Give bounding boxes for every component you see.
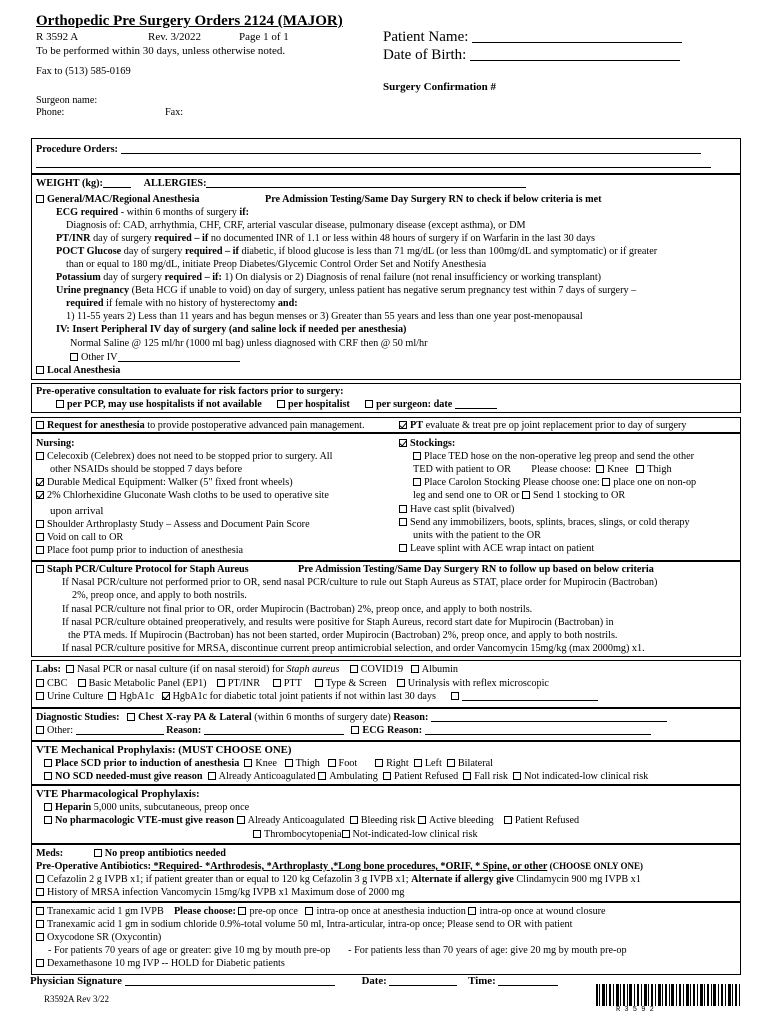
scd-bilateral-checkbox[interactable] bbox=[447, 759, 455, 767]
mrsa-row: History of MRSA infection Vancomycin 15mg/kg IVPB x1 Maximum dose of 2000 mg bbox=[36, 886, 405, 899]
diag-other-field[interactable] bbox=[76, 734, 164, 735]
foot-pump-row: Place foot pump prior to induction of anesthesia bbox=[36, 544, 243, 557]
pharm-not-indicated-checkbox[interactable] bbox=[342, 830, 350, 838]
cefazolin-checkbox[interactable] bbox=[36, 875, 44, 883]
ted-row: Place TED hose on the non-operative leg preop and send the other bbox=[413, 450, 694, 463]
scd-thigh-checkbox[interactable] bbox=[285, 759, 293, 767]
mech-ambulating-checkbox[interactable] bbox=[318, 772, 326, 780]
staph-title-row: Staph PCR/Culture Protocol for Staph Aureus bbox=[36, 563, 249, 576]
barcode-graphic bbox=[594, 984, 744, 1006]
barcode bbox=[594, 984, 744, 1012]
anesthesia-request-row: Request for anesthesia to provide postoperative advanced pain management. bbox=[36, 419, 365, 432]
ted-thigh-checkbox[interactable] bbox=[636, 465, 644, 473]
procedure-label: Procedure Orders: bbox=[36, 143, 701, 156]
diag-other-reason-field[interactable] bbox=[204, 734, 344, 735]
footer-revision: R3592A Rev 3/22 bbox=[44, 994, 110, 1004]
no-pharm-checkbox[interactable] bbox=[44, 816, 52, 824]
vte-pharm-title: VTE Pharmacological Prophylaxis: bbox=[36, 788, 200, 800]
stockings-row: Stockings: bbox=[399, 437, 455, 450]
ptt-checkbox[interactable] bbox=[273, 679, 281, 687]
general-anesthesia-checkbox[interactable] bbox=[36, 195, 44, 203]
mech-fall-risk-checkbox[interactable] bbox=[463, 772, 471, 780]
scd-foot-checkbox[interactable] bbox=[328, 759, 336, 767]
urinalysis-checkbox[interactable] bbox=[397, 679, 405, 687]
cast-split-row: Have cast split (bivalved) bbox=[399, 503, 514, 516]
lab-other-field[interactable] bbox=[462, 700, 598, 701]
scd-checkbox[interactable] bbox=[44, 759, 52, 767]
staph-line-1: If Nasal PCR/culture not performed prior to OR, send nasal PCR/culture to rule out Staph Aureus as STAT, place order for Mupirocin (Bactroban) bbox=[62, 577, 658, 588]
consult-title: Pre-operative consultation to evaluate for risk factors prior to surgery: bbox=[36, 386, 344, 397]
barcode-text: R 3 5 9 2 bbox=[616, 1006, 654, 1014]
oxycodone-dosing-row: - For patients 70 years of age or greater: give 10 mg by mouth pre-op - For patients less than 70 years of age: give 20 mg by mouth pre-op bbox=[48, 945, 627, 956]
hba1c-checkbox[interactable] bbox=[108, 692, 116, 700]
saline-line: Normal Saline @ 125 ml/hr (1000 ml bag) unless diagnosed with CRF then @ 50 ml/hr bbox=[70, 338, 428, 349]
surgery-confirmation: Surgery Confirmation # bbox=[383, 81, 497, 93]
form-title: Orthopedic Pre Surgery Orders 2124 (MAJOR) bbox=[36, 13, 343, 29]
signature-field[interactable] bbox=[125, 985, 335, 986]
heparin-row: Heparin 5,000 units, subcutaneous, preop once bbox=[44, 801, 249, 814]
stockings-checkbox[interactable] bbox=[399, 439, 407, 447]
dob-label: Date of Birth: bbox=[383, 46, 680, 66]
scd-row: Place SCD prior to induction of anesthesia Knee Thigh Foot Right Left Bilateral bbox=[44, 757, 493, 770]
celecoxib-row-2: other NSAIDs should be stopped 7 days before bbox=[50, 464, 243, 475]
general-anesthesia-row: General/MAC/Regional Anesthesia bbox=[36, 193, 200, 206]
lab-ptinr-checkbox[interactable] bbox=[217, 679, 225, 687]
patient-name-label: Patient Name: bbox=[383, 28, 682, 48]
immobilizers-checkbox[interactable] bbox=[399, 518, 407, 526]
chlorhexidine-row: 2% Chlorhexidine Gluconate Wash cloths to be used to operative site bbox=[36, 489, 329, 502]
consult-options: per PCP, may use hospitalists if not available per hospitalist per surgeon: date bbox=[56, 398, 497, 411]
splint-row: Leave splint with ACE wrap intact on patient bbox=[399, 542, 594, 555]
allergies-field[interactable] bbox=[206, 187, 526, 188]
heparin-checkbox[interactable] bbox=[44, 803, 52, 811]
ted-knee-checkbox[interactable] bbox=[596, 465, 604, 473]
procedure-line-2 bbox=[36, 167, 711, 168]
scd-right-checkbox[interactable] bbox=[375, 759, 383, 767]
patient-name-field[interactable] bbox=[472, 42, 682, 43]
pharm-row-3: Thrombocytopenia Not-indicated-low clinical risk bbox=[253, 828, 478, 841]
pharm-refused-checkbox[interactable] bbox=[504, 816, 512, 824]
carolon-checkbox[interactable] bbox=[413, 478, 421, 486]
poct-line-2: than or equal to 180 mg/dL, initiate Preop Diabetes/Glycemic Control Order Set and Notify Anesthesia bbox=[66, 259, 487, 270]
iv-line: IV: Insert Peripheral IV day of surgery (and saline lock if needed per anesthesia) bbox=[56, 324, 407, 335]
pharm-bleeding-checkbox[interactable] bbox=[350, 816, 358, 824]
potassium-line: Potassium day of surgery required – if: 1) On dialysis or 2) Diagnosis of renal failure (not renal insufficiency or working transplant) bbox=[56, 272, 602, 283]
ecg-diagnosis: Diagnosis of: CAD, arrhythmia, CHF, CRF, arterial vascular disease, pulmonary disease (except asthma), or DM bbox=[66, 220, 526, 231]
sign-time-field[interactable] bbox=[498, 985, 558, 986]
urine-pregnancy-line-3: 1) 11-55 years 2) Less than 11 years and has begun menses or 3) Greater than 55 years and less than one year post-menopausal bbox=[66, 311, 583, 322]
void-checkbox[interactable] bbox=[36, 533, 44, 541]
dob-field[interactable] bbox=[470, 60, 680, 61]
dme-checkbox[interactable] bbox=[36, 478, 44, 486]
urine-pregnancy-line: Urine pregnancy (Beta HCG if unable to void) on day of surgery, unless patient has negative serum pregnancy test within 7 days of surgery – bbox=[56, 285, 637, 296]
local-anesthesia-row: Local Anesthesia bbox=[36, 364, 120, 377]
txa-preop-checkbox[interactable] bbox=[238, 907, 246, 915]
cast-split-checkbox[interactable] bbox=[399, 505, 407, 513]
local-anesthesia-checkbox[interactable] bbox=[36, 366, 44, 374]
carolon-row-2: leg and send one to OR or Send 1 stocking to OR bbox=[413, 490, 626, 501]
void-row: Void on call to OR bbox=[36, 531, 123, 544]
performed-note: To be performed within 30 days, unless otherwise noted. bbox=[36, 45, 286, 57]
dme-row: Durable Medical Equipment: Walker (5" fixed front wheels) bbox=[36, 476, 293, 489]
vte-mechanical-title: VTE Mechanical Prophylaxis: (MUST CHOOSE ONE) bbox=[36, 744, 292, 756]
mech-not-indicated-checkbox[interactable] bbox=[513, 772, 521, 780]
labs-row-3: Urine Culture HgbA1c HgbA1c for diabetic total joint patients if not within last 30 days bbox=[36, 690, 598, 703]
txa-intraarticular-checkbox[interactable] bbox=[36, 920, 44, 928]
scd-knee-checkbox[interactable] bbox=[244, 759, 252, 767]
ptinr-line: PT/INR day of surgery required – if no documented INR of 1.1 or less within 48 hours of surgery if on Warfarin in the last 30 days bbox=[56, 233, 595, 244]
staph-checkbox[interactable] bbox=[36, 565, 44, 573]
meds-row: Meds: No preop antibiotics needed bbox=[36, 848, 226, 859]
oxycodone-row: Oxycodone SR (Oxycontin) bbox=[36, 931, 161, 944]
procedure-field[interactable] bbox=[121, 153, 701, 154]
phone-label: Phone: bbox=[36, 107, 65, 118]
hba1c-diabetic-checkbox[interactable] bbox=[162, 692, 170, 700]
mech-refused-checkbox[interactable] bbox=[383, 772, 391, 780]
weight-row: WEIGHT (kg): ALLERGIES: bbox=[36, 177, 526, 190]
celecoxib-row: Celecoxib (Celebrex) does not need to be stopped prior to surgery. All bbox=[36, 450, 332, 463]
cbc-checkbox[interactable] bbox=[36, 679, 44, 687]
pharm-active-bleeding-checkbox[interactable] bbox=[418, 816, 426, 824]
foot-pump-checkbox[interactable] bbox=[36, 546, 44, 554]
chlorhexidine-row-2: upon arrival bbox=[50, 505, 104, 517]
no-scd-checkbox[interactable] bbox=[44, 772, 52, 780]
albumin-checkbox[interactable] bbox=[411, 665, 419, 673]
surgeon-name-label: Surgeon name: bbox=[36, 95, 98, 106]
consult-hospitalist-checkbox[interactable] bbox=[277, 400, 285, 408]
pt-request-checkbox[interactable] bbox=[399, 421, 407, 429]
lab-other-checkbox[interactable] bbox=[451, 692, 459, 700]
carolon-nonop-checkbox[interactable] bbox=[602, 478, 610, 486]
poct-line: POCT Glucose day of surgery required – if diabetic, if blood glucose is less than 71 mg/dL (or less than 100mg/dL and symptomatic) or if greater bbox=[56, 246, 658, 257]
weight-field[interactable] bbox=[103, 187, 131, 188]
consult-date-field[interactable] bbox=[455, 408, 497, 409]
mrsa-checkbox[interactable] bbox=[36, 888, 44, 896]
fax-label: Fax: bbox=[165, 107, 184, 118]
fax-number: Fax to (513) 585-0169 bbox=[36, 66, 131, 77]
immobilizers-row: Send any immobilizers, boots, splints, braces, slings, or cold therapy bbox=[399, 516, 690, 529]
chest-xray-checkbox[interactable] bbox=[127, 713, 135, 721]
other-iv-checkbox[interactable] bbox=[70, 353, 78, 361]
covid-checkbox[interactable] bbox=[350, 665, 358, 673]
shoulder-study-checkbox[interactable] bbox=[36, 520, 44, 528]
signature-row: Physician Signature Date: Time: bbox=[30, 974, 558, 988]
consult-surgeon-checkbox[interactable] bbox=[365, 400, 373, 408]
staph-line-2: 2%, preop once, and apply to both nostrils. bbox=[72, 590, 247, 601]
ted-row-2: TED with patient to OR Please choose: Knee Thigh bbox=[413, 464, 672, 475]
staph-line-4: If nasal PCR/culture obtained preoperatively, and results were positive for Staph Aureus, record start date for Mupirocin (Bactroban) in bbox=[62, 617, 614, 628]
sign-date-field[interactable] bbox=[389, 985, 457, 986]
form-id: R 3592 A bbox=[36, 31, 79, 43]
page-number: Page 1 of 1 bbox=[239, 31, 289, 43]
pt-request-row: PT evaluate & treat pre op joint replacement prior to day of surgery bbox=[399, 419, 687, 432]
send-one-stocking-checkbox[interactable] bbox=[522, 491, 530, 499]
diagnostic-row-1: Diagnostic Studies: Chest X-ray PA & Lateral (within 6 months of surgery date) Reason: bbox=[36, 711, 667, 724]
diag-other-checkbox[interactable] bbox=[36, 726, 44, 734]
anesthesia-request-checkbox[interactable] bbox=[36, 421, 44, 429]
xray-reason-field[interactable] bbox=[431, 721, 667, 722]
chlorhexidine-checkbox[interactable] bbox=[36, 491, 44, 499]
no-scd-row: NO SCD needed-must give reason Already Anticoagulated Ambulating Patient Refused Fall risk Not indicated-low clinical risk bbox=[44, 770, 648, 783]
txa-wound-checkbox[interactable] bbox=[468, 907, 476, 915]
staph-line-5: the PTA meds. If Mupirocin (Bactroban) has not been started, order Mupirocin (Bactroban) 2%, preop once, and apply to both nostrils. bbox=[68, 630, 618, 641]
form-revision: Rev. 3/2022 bbox=[148, 31, 202, 43]
other-iv-row: Other IV bbox=[70, 351, 240, 364]
oxycodone-checkbox[interactable] bbox=[36, 933, 44, 941]
ted-checkbox[interactable] bbox=[413, 452, 421, 460]
bmp-checkbox[interactable] bbox=[78, 679, 86, 687]
txa-checkbox[interactable] bbox=[36, 907, 44, 915]
consult-pcp-checkbox[interactable] bbox=[56, 400, 64, 408]
other-iv-field[interactable] bbox=[118, 361, 240, 362]
nursing-title: Nursing: bbox=[36, 438, 75, 449]
shoulder-study-row: Shoulder Arthroplasty Study – Assess and Document Pain Score bbox=[36, 518, 310, 531]
ecg-checkbox[interactable] bbox=[351, 726, 359, 734]
ecg-line: ECG required - within 6 months of surgery if: bbox=[56, 207, 250, 218]
txa-intraop-checkbox[interactable] bbox=[305, 907, 313, 915]
dexamethasone-checkbox[interactable] bbox=[36, 959, 44, 967]
pharm-anticoag-checkbox[interactable] bbox=[237, 816, 245, 824]
staph-line-3: If nasal PCR/culture not final prior to OR, order Mupirocin (Bactroban) 2%, preop once, and apply to both nostrils. bbox=[62, 604, 533, 615]
txa-row: Tranexamic acid 1 gm IVPB Please choose: pre-op once intra-op once at anesthesia induction intra-op once at wound closure bbox=[36, 905, 606, 918]
dexamethasone-row: Dexamethasone 10 mg IVP -- HOLD for Diabetic patients bbox=[36, 957, 285, 970]
nasal-pcr-checkbox[interactable] bbox=[66, 665, 74, 673]
celecoxib-checkbox[interactable] bbox=[36, 452, 44, 460]
pat-criteria-title: Pre Admission Testing/Same Day Surgery RN to check if below criteria is met bbox=[265, 194, 602, 205]
cefazolin-row: Cefazolin 2 g IVPB x1; if patient greater than or equal to 120 kg Cefazolin 3 g IVPB x1; Alternate if allergy give Clindamycin 900 mg IVPB x1 bbox=[36, 873, 641, 886]
mech-anticoag-checkbox[interactable] bbox=[208, 772, 216, 780]
immobilizers-row-2: units with the patient to the OR bbox=[413, 530, 541, 541]
thrombocytopenia-checkbox[interactable] bbox=[253, 830, 261, 838]
abx-title-row: Pre-Operative Antibiotics: *Required- *Arthrodesis, *Arthroplasty ,*Long bone procedures, *ORIF, * Spine, or other (CHOOSE ONLY ONE) bbox=[36, 861, 643, 872]
labs-row-1: Labs: Nasal PCR or nasal culture (if on nasal steroid) for Staph aureus COVID19 Albumin bbox=[36, 664, 458, 675]
diagnostic-row-2: Other: Reason: ECG Reason: bbox=[36, 724, 651, 737]
urine-pregnancy-line-2: required if female with no history of hysterectomy and: bbox=[66, 298, 298, 309]
carolon-row: Place Carolon Stocking Please choose one: place one on non-op bbox=[413, 476, 696, 489]
staph-line-6: If nasal PCR/culture positive for MRSA, discontinue current preop antimicrobial selection, and order Vancomycin 15mg/kg (max 2000mg) x1. bbox=[62, 643, 645, 654]
urine-culture-checkbox[interactable] bbox=[36, 692, 44, 700]
splint-checkbox[interactable] bbox=[399, 544, 407, 552]
ecg-reason-field[interactable] bbox=[425, 734, 651, 735]
type-screen-checkbox[interactable] bbox=[315, 679, 323, 687]
scd-left-checkbox[interactable] bbox=[414, 759, 422, 767]
no-preop-abx-checkbox[interactable] bbox=[94, 849, 102, 857]
staph-rn-followup: Pre Admission Testing/Same Day Surgery RN to follow up based on below criteria bbox=[298, 564, 654, 575]
labs-row-2: CBC Basic Metabolic Panel (EP1) PT/INR PTT Type & Screen Urinalysis with reflex microscopic bbox=[36, 677, 549, 690]
no-pharm-row: No pharmacologic VTE-must give reason Already Anticoagulated Bleeding risk Active bleeding Patient Refused bbox=[44, 814, 579, 827]
txa-intraarticular-row: Tranexamic acid 1 gm in sodium chloride 0.9%-total volume 50 ml, Intra-articular, intra-op once; Please send to OR with patient bbox=[36, 918, 572, 931]
